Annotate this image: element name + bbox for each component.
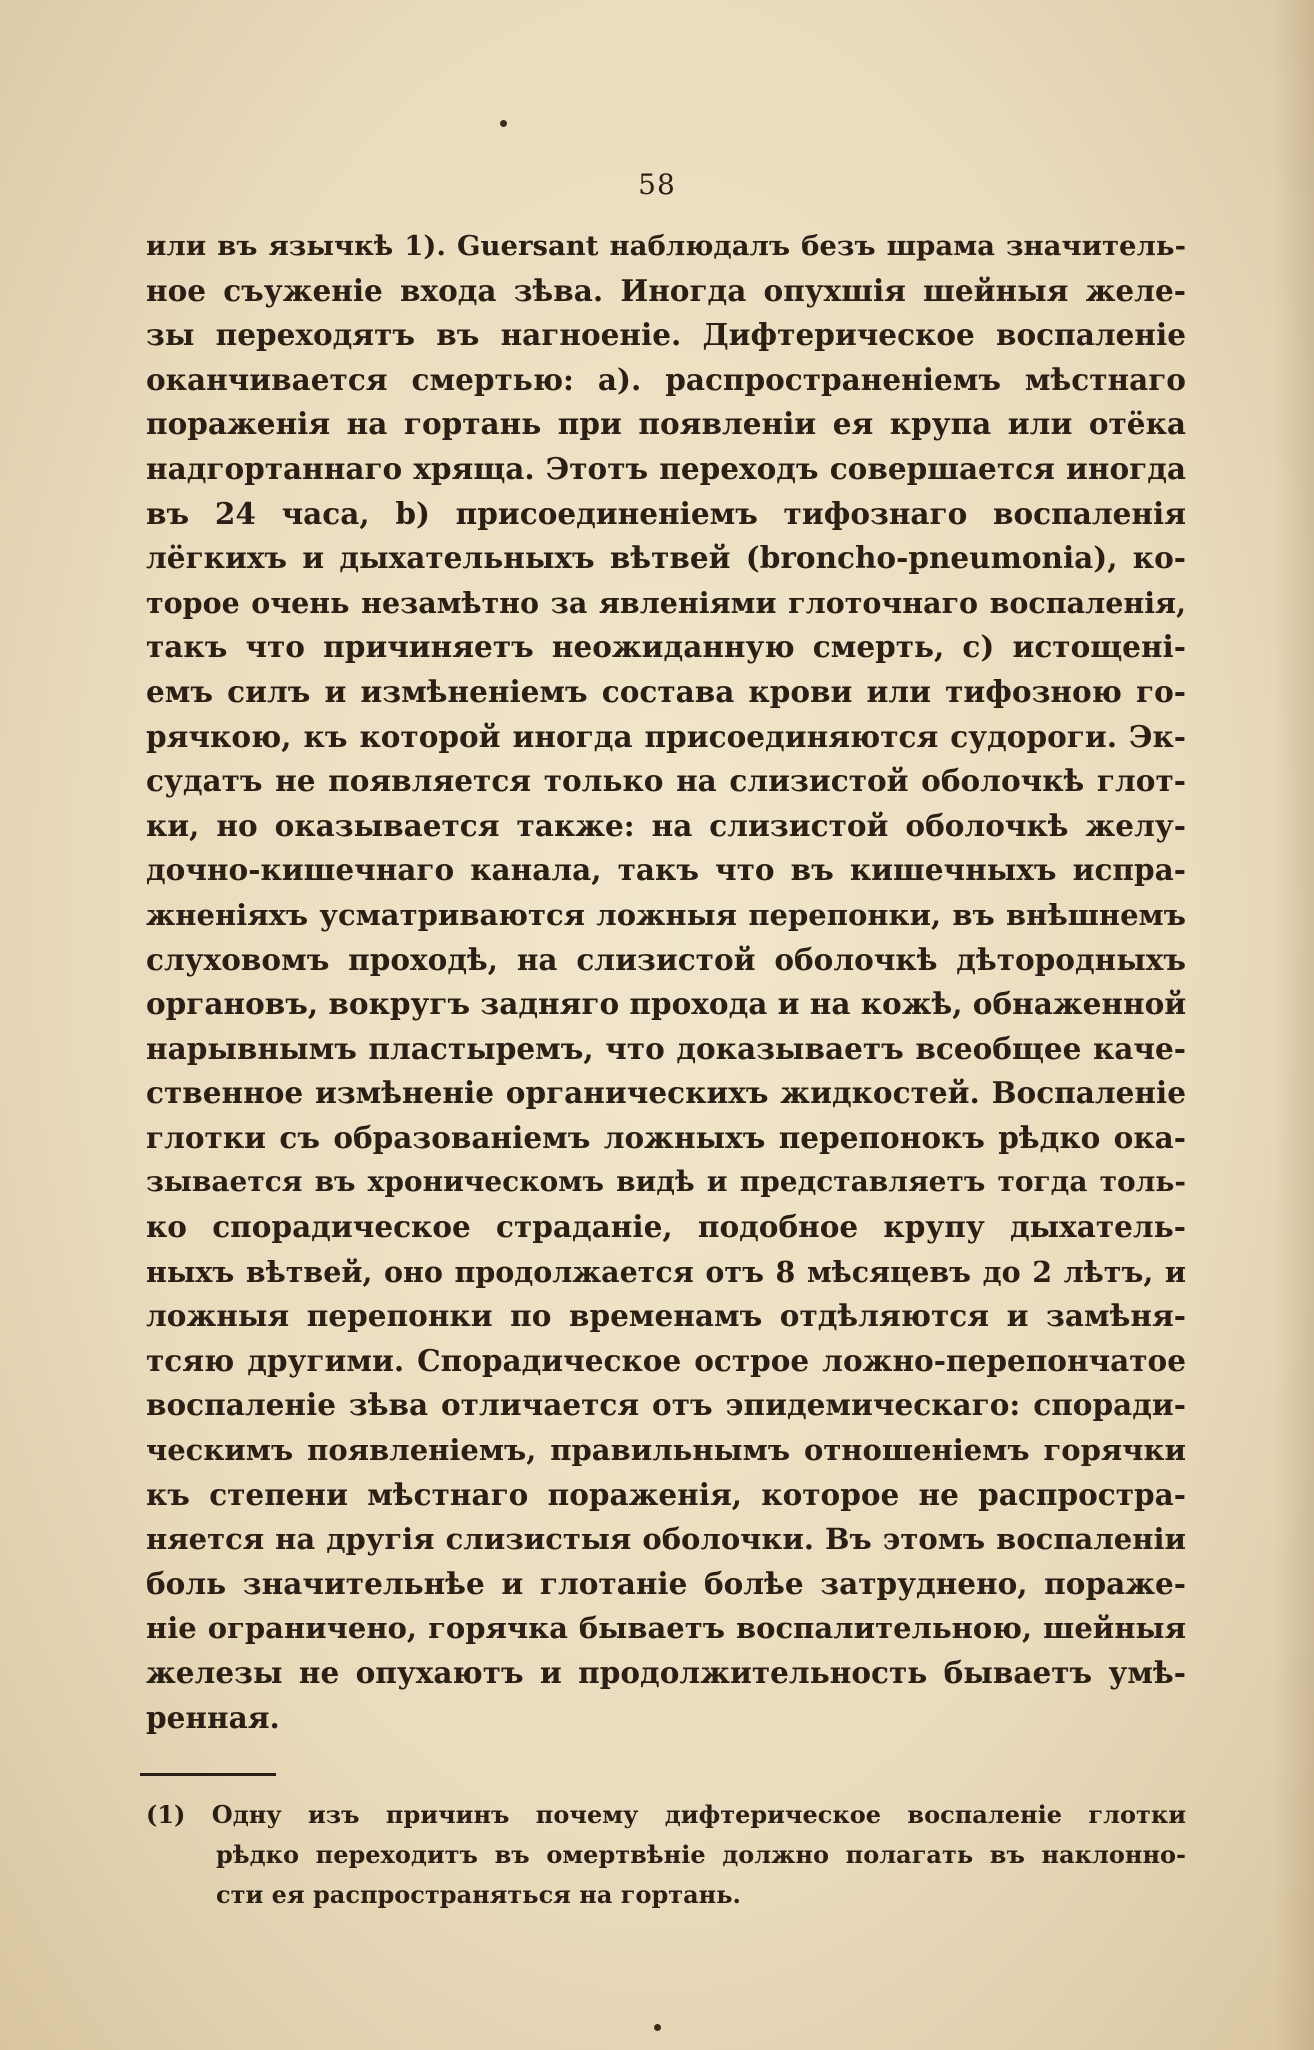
text-line: ныхъ вѣтвей, оно продолжается отъ 8 мѣсяцевъ до 2 лѣтъ, и [146,1254,1186,1289]
footnote-divider [140,1773,276,1776]
footnote-line: сти ея распространяться на гортань. [216,1880,741,1909]
text-line: жненіяхъ усматриваются ложныя перепонки, въ внѣшнемъ [146,897,1186,932]
text-line: няется на другія слизистыя оболочки. Въ этомъ воспаленіи [146,1522,1186,1557]
text-line: ренная. [146,1699,280,1735]
text-line: нарывнымъ пластыремъ, что доказываетъ всеобщее каче- [146,1030,1186,1066]
text-line: ственное измѣненіе органическихъ жидкостей. Воспаленіе [146,1075,1186,1111]
text-line: рячкою, къ которой иногда присоединяются судороги. Эк- [146,718,1186,754]
text-line: въ 24 часа, b) присоединеніемъ тифознаго воспаленія [146,495,1186,531]
footnote [146,1795,1186,1915]
text-line: судатъ не появляется только на слизистой оболочкѣ глот- [146,763,1186,799]
footnote-line: (1) Одну изъ причинъ почему дифтерическое воспаленіе глотки [146,1800,1186,1829]
text-line: къ степени мѣстнаго пораженія, которое не распростра- [146,1476,1186,1512]
text-line: ложныя перепонки по временамъ отдѣляются и замѣня- [146,1298,1186,1334]
page-edge-shadow [1274,0,1314,2050]
text-line: пораженія на гортань при появленіи ея крупа или отёка [146,406,1186,442]
text-line: тсяю другими. Спорадическое острое ложно-перепончатое [146,1342,1186,1378]
text-line: надгортаннаго хряща. Этотъ переходъ совершается иногда [146,450,1186,486]
text-line: такъ что причиняетъ неожиданную смерть, с) истощені- [146,629,1186,665]
text-line: железы не опухаютъ и продолжительность бываетъ умѣ- [146,1655,1186,1690]
text-line: ко спорадическое страданіе, подобное крупу дыхатель- [146,1209,1186,1245]
main-text [146,224,1186,1740]
text-line: глотки съ образованіемъ ложныхъ перепонокъ рѣдко ока- [146,1119,1186,1155]
text-line: боль значительнѣе и глотаніе болѣе затруднено, пораже- [146,1565,1186,1601]
text-line: торое очень незамѣтно за явленіями глоточнаго воспаленія, [146,585,1186,620]
text-line: органовъ, вокругъ задняго прохода и на кожѣ, обнаженной [146,986,1187,1022]
text-line: лёгкихъ и дыхательныхъ вѣтвей (broncho-pneumonia), ко- [146,540,1186,576]
text-line: зывается въ хроническомъ видѣ и представляетъ тогда толь- [146,1165,1186,1199]
paper-speck [500,120,507,127]
paper-speck [654,2024,661,2031]
page-number: 58 [638,168,676,201]
text-line: зы переходятъ въ нагноеніе. Дифтерическое воспаленіе [146,317,1186,353]
text-line: воспаленіе зѣва отличается отъ эпидемическаго: споради- [146,1387,1186,1423]
text-line: оканчивается смертью: а). распространеніемъ мѣстнаго [146,361,1186,397]
text-line: или въ язычкѣ 1). Guersant наблюдалъ безъ шрама значитель- [146,230,1186,262]
text-line: емъ силъ и измѣненіемъ состава крови или тифозною го- [146,673,1186,709]
text-line: ное съуженіе входа зѣва. Иногда опухшія шейныя желе- [146,272,1186,308]
text-line: слуховомъ проходѣ, на слизистой оболочкѣ дѣтородныхъ [146,941,1186,977]
text-line: ніе ограничено, горячка бываетъ воспалительною, шейныя [146,1611,1186,1646]
text-line: ческимъ появленіемъ, правильнымъ отношеніемъ горячки [146,1433,1186,1468]
footnote-line: рѣдко переходитъ въ омертвѣніе должно полагать въ наклонно- [216,1840,1186,1869]
text-line: дочно-кишечнаго канала, такъ что въ кишечныхъ испра- [146,852,1186,888]
text-line: ки, но оказывается также: на слизистой оболочкѣ желу- [146,807,1186,843]
